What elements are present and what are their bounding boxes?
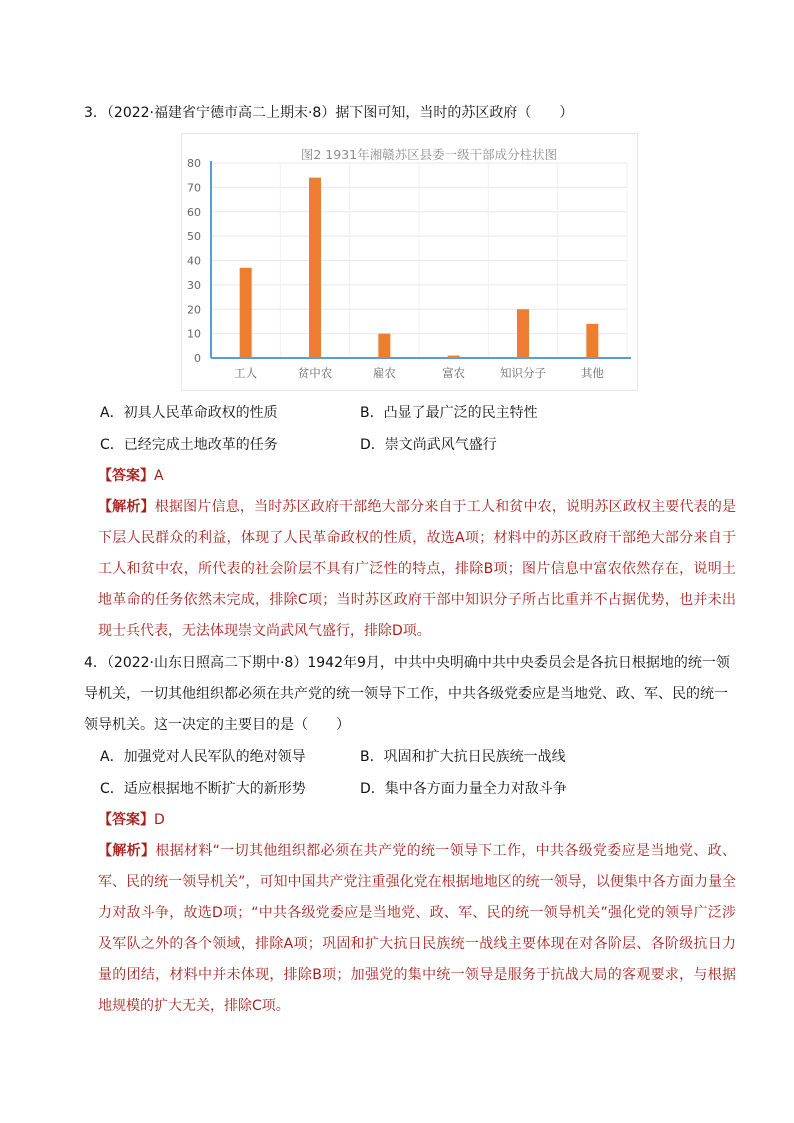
chart-title: 图2 1931年湘赣苏区县委一级干部成分柱状图 <box>300 147 558 162</box>
options-row-2 <box>84 429 736 461</box>
x-tick-label: 其他 <box>580 366 604 380</box>
question-3 <box>84 98 736 129</box>
option-c: C．已经完成土地改革的任务 <box>100 436 278 453</box>
explanation-text: 根据图片信息，当时苏区政府干部绝大部分来自于工人和贫中农，说明苏区政权主要代表的是下层人民群众的利益，体现了人民革命政权的性质，故选A项；材料中的苏区政府干部绝大部分来自于工人和贫中农，所代表的社会阶层不具有广泛性的特点，排除B项；图片信息中富农依然存在，说明土地革命的任务依然未完成，排除C项；当时苏区政府干部中知识分子所占比重并不占据优势，也并未出现士兵代表，无法体现崇文尚武风气盛行，排除D项。 <box>98 499 737 639</box>
answer-label: 【答案】 <box>98 812 154 828</box>
option-d: D．崇文尚武风气盛行 <box>360 436 497 453</box>
y-tick-label: 40 <box>187 254 201 268</box>
bar-2 <box>309 178 321 358</box>
answer-label: 【答案】 <box>98 468 154 484</box>
x-tick-label: 贫中农 <box>297 366 333 380</box>
options-row-1 <box>84 741 736 773</box>
options-row-2 <box>84 773 736 805</box>
options-row-1 <box>84 397 736 429</box>
y-tick-label: 10 <box>187 327 201 341</box>
x-tick-label: 知识分子 <box>500 366 546 380</box>
bar-6 <box>586 324 598 358</box>
answer-value: D <box>154 812 165 828</box>
x-tick-label: 雇农 <box>372 366 396 380</box>
x-tick-label: 工人 <box>234 366 258 380</box>
explanation-text: 根据材料“一切其他组织都必须在共产党的统一领导下工作，中共各级党委应是当地党、政、军、民的统一领导机关”，可知中国共产党注重强化党在根据地地区的统一领导，以便集中各方面力量全力对敌斗争，故选D项；“中共各级党委应是当地党、政、军、民的统一领导机关”强化党的领导广泛涉及军队之外的各个领域，排除A项；巩固和扩大抗日民族统一战线主要体现在对各阶层、各阶级抗日力量的团结，材料中并未体现，排除B项；加强党的集中统一领导是服务于抗战大局的客观要求，与根据地规模的扩大无关，排除C项。 <box>98 843 736 1014</box>
bar-5 <box>517 309 529 358</box>
x-tick-label: 富农 <box>442 366 466 380</box>
question-3-stem: 3．（2022·福建省宁德市高二上期末·8）据下图可知，当时的苏区政府（ ） <box>84 105 574 121</box>
question-3-body <box>84 397 736 647</box>
answer-line <box>84 461 736 492</box>
y-tick-label: 70 <box>187 181 201 195</box>
y-tick-label: 50 <box>187 230 201 244</box>
y-tick-label: 0 <box>194 352 201 365</box>
bar-4 <box>448 356 460 358</box>
bar-3 <box>378 334 390 358</box>
y-tick-label: 80 <box>187 157 201 170</box>
option-a: A．加强党对人民军队的绝对领导 <box>100 748 306 765</box>
option-d: D．集中各方面力量全力对敌斗争 <box>360 780 567 797</box>
y-tick-label: 30 <box>187 278 201 292</box>
bar-1 <box>240 268 252 358</box>
explanation <box>84 836 736 1022</box>
option-b: B．凸显了最广泛的民主特性 <box>360 404 538 421</box>
option-c: C．适应根据地不断扩大的新形势 <box>100 780 306 797</box>
option-b: B．巩固和扩大抗日民族统一战线 <box>360 748 566 765</box>
answer-line <box>84 805 736 836</box>
y-tick-label: 60 <box>187 205 201 219</box>
explanation-label: 【解析】 <box>98 499 155 515</box>
chart-figure <box>181 133 638 391</box>
explanation-label: 【解析】 <box>98 843 156 859</box>
option-a: A．初具人民革命政权的性质 <box>100 404 278 421</box>
explanation <box>84 492 736 647</box>
y-tick-label: 20 <box>187 303 201 317</box>
question-4 <box>84 648 736 1022</box>
question-4-stem: 4．（2022·山东日照高二下期中·8）1942年9月，中共中央明确中共中央委员会是各抗日根据地的统一领导机关，一切其他组织都必须在共产党的统一领导下工作，中共各级党委应是当地党、政、军、民的统一领导机关。这一决定的主要目的是（ ） <box>84 655 730 733</box>
bar-chart <box>181 133 638 391</box>
answer-value: A <box>154 468 164 484</box>
